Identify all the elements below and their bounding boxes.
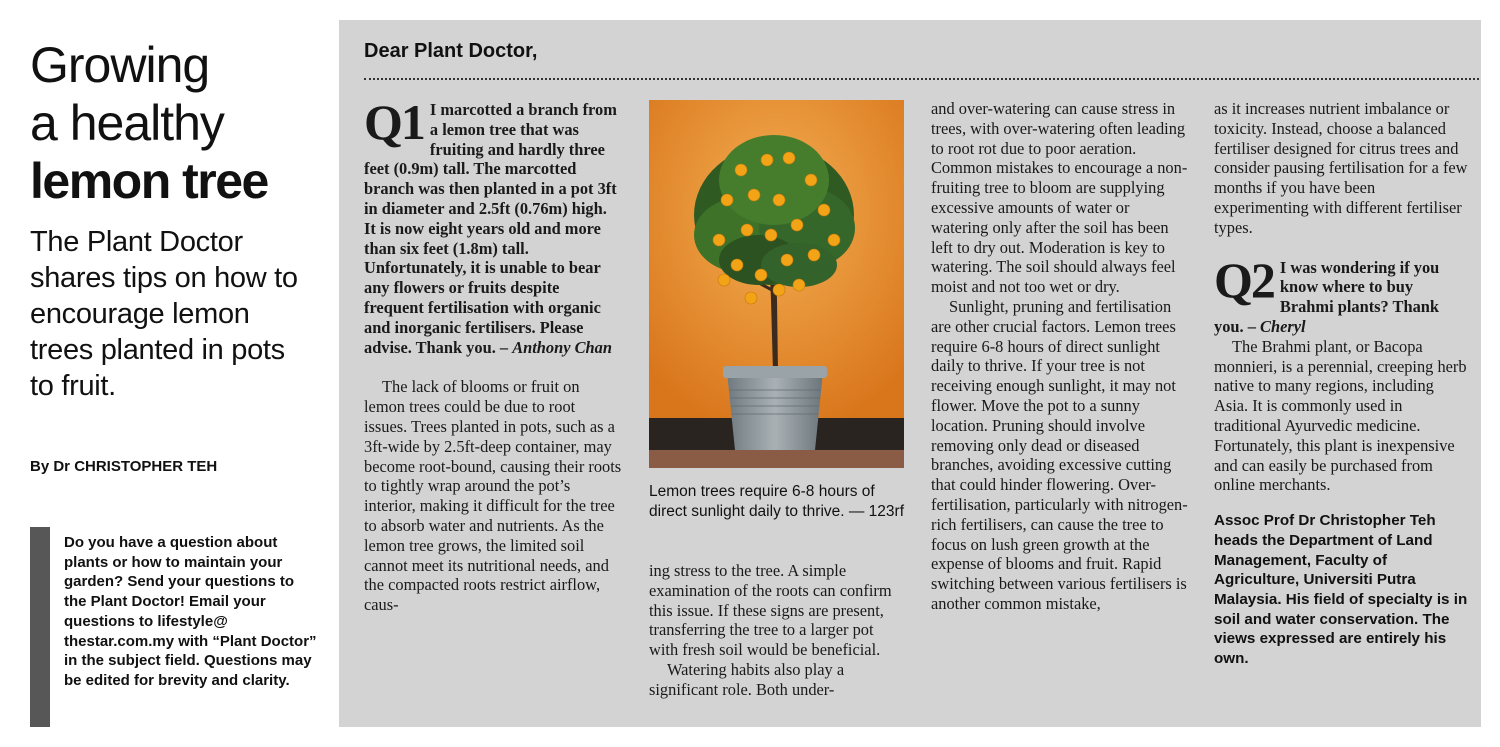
title-line-1: Growing xyxy=(30,37,210,93)
q1-text: I marcotted a branch from a lemon tree that was fruiting and hardly three feet (0.9m) tall. The marcotted branch was then planted in a pot 3ft in diameter and 2.5ft (0.76m) high. It is now eight years old and more than six feet (1.8m) tall. Unfortunately, it is unable to bear any flowers or fruits despite frequent fertilisation with organic and inorganic fertilisers. Please advise. Thank you. – xyxy=(364,100,617,357)
q2-author: Cheryl xyxy=(1260,316,1306,336)
question-1 xyxy=(364,94,622,357)
q1-label: Q1 xyxy=(364,94,424,150)
title-line-3: lemon tree xyxy=(30,153,268,209)
column-2-photo xyxy=(649,100,904,521)
column-1 xyxy=(364,94,622,615)
answer-1-paragraph-2a: Watering habits also play a significant role. Both under- xyxy=(649,659,845,699)
q1-author: Anthony Chan xyxy=(512,337,612,357)
question-2 xyxy=(1214,251,1469,337)
photo-caption: Lemon trees require 6-8 hours of direct sunlight daily to thrive. — 123rf xyxy=(649,483,905,520)
lemon-tree-photo xyxy=(649,100,904,468)
answer-1-paragraph-2b: and over-watering can cause stress in trees, with over-watering often leading to root rot due to poor aeration. Common mistakes to encourage a non-fruiting tree to bloom are supplying excessive amounts of water or watering only after the soil has been left to dry out. Moderation is key to watering. The soil should always feel moist and not too wet or dry. xyxy=(931,99,1188,297)
dotted-rule xyxy=(364,78,1479,80)
reader-callout xyxy=(30,527,315,727)
answer-1-paragraph-3b: as it increases nutrient imbalance or toxicity. Instead, choose a balanced fertiliser designed for citrus trees and consider pausing fertilisation for a few months if you have been experimenting with different fertiliser types. xyxy=(1214,99,1468,237)
lemon-tree-illustration xyxy=(649,100,904,468)
q2-label: Q2 xyxy=(1214,251,1274,308)
column-3 xyxy=(931,99,1189,614)
column-4 xyxy=(1214,99,1469,669)
callout-text: Do you have a question about plants or how to maintain your garden? Send your questions to the Plant Doctor! Email your questions to lifestyle@ thestar.com.my with “Plant Doctor” in the subject field. Questions may be edited for brevity and clarity. xyxy=(64,534,317,689)
answer-1-paragraph-1b: ing stress to the tree. A simple examination of the roots can confirm this issue. If these signs are present, transferring the tree to a larger pot with fresh soil would be beneficial. xyxy=(649,561,892,660)
column-2-text xyxy=(649,561,904,700)
article-header xyxy=(30,36,315,404)
qa-panel xyxy=(339,20,1481,727)
panel-heading: Dear Plant Doctor, xyxy=(364,40,538,62)
author-bio: Assoc Prof Dr Christopher Teh heads the Department of Land Management, Faculty of Agriculture, Universiti Putra Malaysia. His field of specialty is in soil and water conservation. The views expressed are entirely his own. xyxy=(1214,512,1468,668)
byline-prefix: By Dr xyxy=(30,458,71,475)
q2-text: I was wondering if you know where to buy Brahmi plants? Thank you. – xyxy=(1214,257,1440,336)
byline-name: CHRISTOPHER TEH xyxy=(74,458,218,475)
byline xyxy=(30,458,217,475)
article-subtitle: The Plant Doctor shares tips on how to encourage lemon trees planted in pots to fruit. xyxy=(30,226,298,402)
answer-1-paragraph-1a: The lack of blooms or fruit on lemon trees could be due to root issues. Trees planted in pots, such as a 3ft-wide by 2.5ft-deep container, may become root-bound, causing their roots to tightly wrap around the pot’s interior, making it difficult for the tree to absorb water and nutrients. As the lemon tree grows, the limited soil cannot meet its nutritional needs, and the compacted roots restrict airflow, caus- xyxy=(364,377,622,615)
answer-1-paragraph-3a: Sunlight, pruning and fertilisation are other crucial factors. Lemon trees require 6-8 hours of direct sunlight daily to thrive. If your tree is not receiving enough sunlight, it may not flower. Move the pot to a sunny location. Pruning should involve removing only dead or diseased branches, avoiding excessive cutting that could hinder flowering. Over-fertilisation, particularly with nitrogen-rich fertilisers, can cause the tree to focus on lush green growth at the expense of blooms and fruit. Rapid switching between various fertilisers is another common mistake, xyxy=(931,296,1188,613)
title-line-2: a healthy xyxy=(30,95,224,151)
answer-2: The Brahmi plant, or Bacopa monnieri, is a perennial, creeping herb native to many regions, including Asia. It is commonly used in traditional Ayurvedic medicine. Fortunately, this plant is inexpensive and can easily be purchased from online merchants. xyxy=(1214,336,1467,495)
callout-bar xyxy=(30,527,50,727)
